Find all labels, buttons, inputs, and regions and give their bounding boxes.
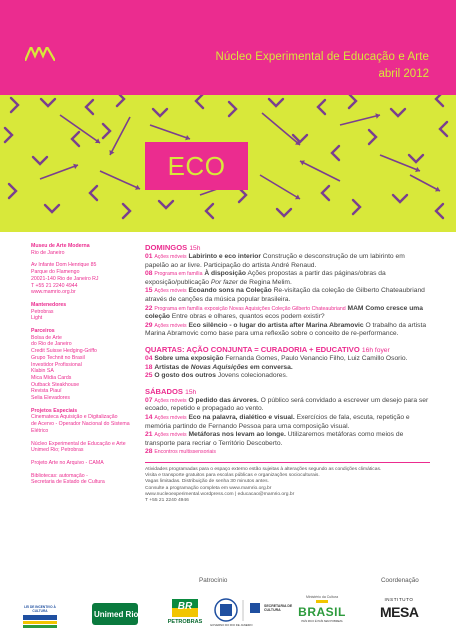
eco-box bbox=[145, 142, 248, 190]
arrow-mark bbox=[196, 95, 203, 108]
footer-line: Visita e transporte gratuitos para escolas públicas e organizações socioculturais. bbox=[145, 473, 320, 479]
address-line: 20021-140 Rio de Janeiro RJ bbox=[31, 275, 99, 282]
schedule-item: 21 Ações móveis Metáforas nos levam ao longe. Utilizaremos metáforas como meios de transporte para recriar o Território Descoberto. bbox=[145, 431, 404, 447]
schedule-item: 01 Ações móveis Labirinto e eco interior Construção e desconstrução de um labirinto em papelão ao ar livre. Participação do artista André Renaud. bbox=[145, 253, 405, 269]
unimed-logo: Unimed Rio bbox=[92, 595, 138, 629]
petrobras-logo: BR PETROBRAS bbox=[167, 601, 203, 625]
parceiro: do Rio de Janeiro bbox=[31, 341, 72, 348]
schedule-item: 04 Sobre uma exposição Fernanda Gomes, Paulo Venancio Filho, Luiz Camillo Osorio. bbox=[145, 354, 408, 362]
arrow-mark bbox=[123, 204, 130, 218]
arrow-mark bbox=[391, 109, 405, 116]
arrow-mark bbox=[353, 200, 360, 214]
schedule-item: 14 Ações móveis Eco na palavra, dialético e visual. Exercícios de fala, escuta, repetição e memória partindo de Fernando Pessoa para uma composição visual. bbox=[145, 413, 410, 430]
arrow-mark bbox=[110, 117, 130, 155]
arrow-mark bbox=[440, 122, 447, 136]
address-line: Av Infante Dom Henrique 85 bbox=[31, 262, 97, 269]
header-band bbox=[0, 0, 456, 95]
arrow-mark bbox=[375, 113, 380, 118]
arrow-mark bbox=[436, 204, 443, 218]
arrow-mark bbox=[40, 165, 78, 179]
mantenedor: Light bbox=[31, 315, 43, 322]
arrow-mark bbox=[318, 100, 325, 114]
address-phone: T +55 21 2240 4944 bbox=[31, 282, 78, 289]
schedule bbox=[145, 243, 430, 505]
arrow-mark bbox=[410, 175, 440, 191]
arrow-mark bbox=[11, 98, 18, 112]
arquivo-line: Projeto Arte no Arquivo - CAMA bbox=[31, 459, 104, 466]
domingos-heading: DOMINGOS 15h bbox=[145, 243, 201, 252]
arrow-mark bbox=[150, 125, 190, 139]
projeto: de Acervo - Operador Nacional do Sistema bbox=[31, 421, 130, 428]
arrow-mark bbox=[436, 95, 443, 106]
projetos-title: Projetos Especiais bbox=[31, 407, 78, 414]
arrow-banner bbox=[0, 95, 456, 232]
arrow-mark bbox=[103, 124, 110, 138]
arrow-mark bbox=[409, 155, 423, 162]
arrow-mark bbox=[41, 99, 55, 106]
arrow-mark bbox=[117, 95, 124, 106]
parceiro: Grupo Technit no Brasil bbox=[31, 354, 85, 361]
footer-line[interactable]: www.nucleoexperimental.wordpress.com | educacao@mamrio.org.br bbox=[145, 492, 295, 498]
arrow-mark bbox=[393, 195, 407, 202]
arrow-mark bbox=[349, 95, 356, 108]
footer-line[interactable]: Consulte a programação completa em www.mamrio.org.br bbox=[145, 485, 272, 491]
eco-label: ECO bbox=[167, 150, 226, 181]
address-website[interactable]: www.mamrio.org.br bbox=[31, 289, 76, 296]
arrow-mark bbox=[206, 204, 213, 218]
arrow-mark bbox=[159, 201, 173, 208]
biblioteca-line: Bibliotecas: automação - bbox=[31, 472, 88, 479]
footer-line: T +55 21 2240 4946 bbox=[145, 498, 189, 504]
schedule-item: 25 O gosto dos outros Jovens colecionadores. bbox=[145, 372, 288, 380]
neea-line: Unimed Rio; Petrobras bbox=[31, 447, 84, 454]
arrow-mark bbox=[322, 186, 329, 200]
schedule-item: 18 Artistas de Novas Aquisições em conversa. bbox=[145, 363, 293, 371]
arrow-mark bbox=[90, 186, 97, 200]
patrocinio-label: Patrocínio bbox=[199, 577, 228, 584]
program-date: abril 2012 bbox=[378, 68, 429, 80]
instituto-mesa-logo: INSTITUTO MESA bbox=[380, 597, 419, 620]
arrow-mark bbox=[60, 115, 100, 143]
neea-line: Núcleo Experimental de Educação e Arte bbox=[31, 440, 126, 447]
arrow-mark bbox=[340, 115, 380, 125]
institution-info bbox=[31, 243, 143, 486]
schedule-item: 28 Encontros multissensoriais bbox=[145, 448, 217, 456]
arrow-mark bbox=[33, 157, 47, 164]
parceiro: Bolsa de Arte bbox=[31, 334, 62, 341]
lei-incentivo-logo: LEI DE INCENTIVO À CULTURA bbox=[22, 595, 58, 629]
quartas-heading: QUARTAS: AÇÃO CONJUNTA = CURADORIA + EDUCATIVO 16h foyer bbox=[145, 344, 390, 354]
arrow-mark bbox=[332, 146, 339, 160]
parceiro: Selia Elevadores bbox=[31, 395, 70, 402]
sabados-heading: SÁBADOS 15h bbox=[145, 386, 197, 396]
museum-title: Museu de Arte Moderna bbox=[31, 243, 90, 249]
footer-info bbox=[145, 467, 430, 505]
coordenacao-label: Coordenação bbox=[381, 577, 419, 584]
arrow-mark bbox=[45, 205, 59, 212]
arrow-mark bbox=[380, 155, 420, 171]
divider bbox=[145, 462, 430, 463]
arrow-mark bbox=[153, 109, 167, 116]
arrow-mark bbox=[5, 128, 12, 142]
parceiro: Klabin SA bbox=[31, 368, 54, 375]
biblioteca-line: Secretaria de Estado de Cultura bbox=[31, 479, 105, 486]
arrow-mark bbox=[369, 130, 376, 144]
arrow-mark bbox=[277, 209, 291, 216]
footer-line: Atividades programadas para o espaço externo estão sujeitas à alterações segundo as condições climáticas. bbox=[145, 466, 382, 472]
arrow-mark bbox=[86, 100, 93, 114]
arrow-mark bbox=[9, 184, 16, 198]
schedule-item: 08 Programa em família À disposição Ações propostas a partir das páginas/obras da exposição/publicação Por fazer de Regina Melim. bbox=[145, 270, 386, 286]
arrow-mark bbox=[269, 99, 283, 106]
mantenedores-title: Mantenedores bbox=[31, 301, 67, 308]
projeto: Cinemateca Aquisição e Digitalização bbox=[31, 414, 118, 421]
parceiro: Outback Steakhouse bbox=[31, 381, 80, 388]
arrow-mark bbox=[100, 171, 140, 189]
address-line: Parque do Flamengo bbox=[31, 269, 80, 276]
schedule-item: 15 Ações móveis Ecoando sons na Coleção Re-visitação da coleção de Gilberto Chateaubriand através de canções da música popular brasileira. bbox=[145, 287, 425, 303]
footer-line: Vagas limitadas. Distribuição de senha 30 minutos antes. bbox=[145, 479, 269, 485]
parceiro: Mica Mídia Cards bbox=[31, 374, 72, 381]
museum-logo-icon bbox=[25, 47, 55, 61]
museum-city: Rio de Janeiro bbox=[31, 249, 65, 256]
arrow-mark bbox=[262, 113, 300, 145]
mantenedor: Petrobras bbox=[31, 308, 54, 315]
arrow-mark bbox=[229, 102, 236, 116]
arrow-mark bbox=[260, 175, 300, 199]
parceiro: Credit Suisse Hedging-Griffo bbox=[31, 348, 97, 355]
projeto: Elétrico bbox=[31, 427, 49, 434]
schedule-item: 29 Ações móveis Eco silêncio - o lugar do artista after Marina Abramovic O trabalho da artista Marina Abramovic como base para uma reflexão sobre o conceito de re-performance. bbox=[145, 321, 427, 338]
arrow-mark bbox=[300, 161, 340, 181]
parceiro: Revista Piauí bbox=[31, 388, 62, 395]
governo-rio-logo: SECRETARIA DE CULTURA GOVERNO DO RIO DE JANEIRO bbox=[210, 595, 296, 629]
schedule-item: 07 Ações móveis O pedido das árvores. O público será convidado a escrever um desejo para ser ecoado, repetido e propagado ao vento. bbox=[145, 396, 429, 413]
arrow-mark bbox=[239, 188, 246, 202]
brasil-gov-logo: Ministério da Cultura BRASIL PAÍS RICO É PAÍS SEM POBREZA bbox=[298, 595, 346, 623]
parceiro: Investidor Profissional bbox=[31, 361, 82, 368]
schedule-item: 22 Programa em família exposição Novas Aquisições Coleção Gilberto Chateaubriand MAM Como cresce uma coleção Entre obras e olhares, quantos ecos podem existir? bbox=[145, 304, 423, 321]
program-title: Núcleo Experimental de Educação e Arte bbox=[215, 51, 429, 63]
arrow-mark bbox=[72, 132, 79, 146]
parceiros-title: Parceiros bbox=[31, 328, 55, 335]
